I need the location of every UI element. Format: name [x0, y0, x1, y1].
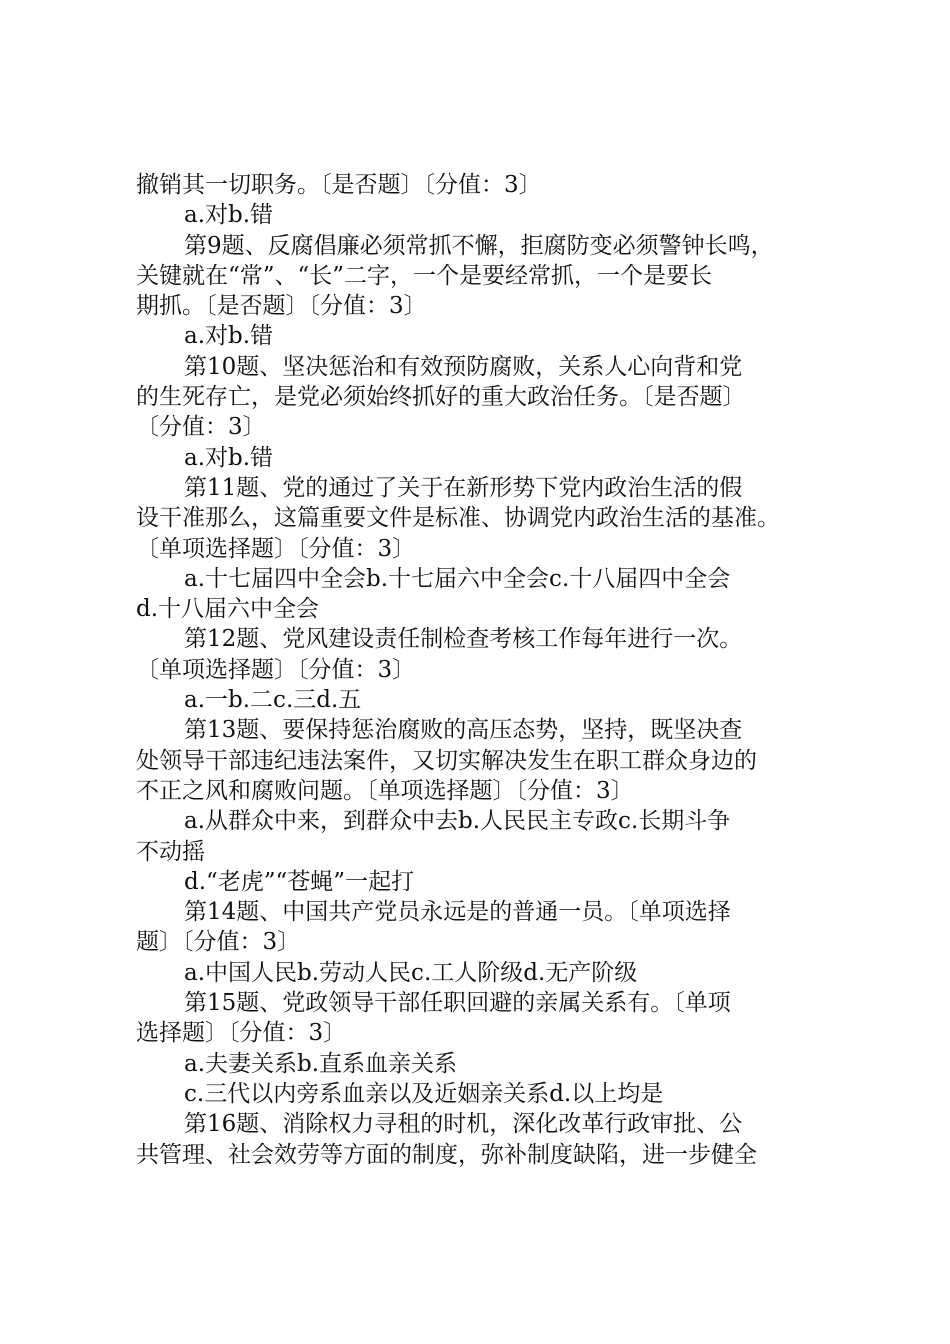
- document-body: [136, 170, 836, 1170]
- text-line: 第12题、党风建设责任制检查考核工作每年进行一次。: [184, 626, 743, 653]
- text-line: 第9题、反腐倡廉必须常抓不懈，拒腐防变必须警钟长鸣，: [184, 232, 774, 259]
- text-line: 第15题、党政领导干部任职回避的亲属关系有。〔单项: [184, 990, 731, 1017]
- text-line: d.“老虎”“苍蝇”一起打: [184, 868, 415, 895]
- text-line: d.十八届六中全会: [136, 596, 320, 623]
- text-line: 〔单项选择题〕〔分值：3〕: [136, 656, 416, 683]
- text-line: 不动摇: [136, 838, 205, 865]
- text-line: 选择题〕〔分值：3〕: [136, 1020, 347, 1047]
- text-line: a.对b.错: [184, 323, 274, 350]
- text-line: 〔分值：3〕: [136, 414, 266, 441]
- text-line: a.夫妻关系b.直系血亲关系: [184, 1050, 458, 1077]
- text-line: 撤销其一切职务。〔是否题〕〔分值：3〕: [136, 172, 542, 198]
- text-line: 第16题、消除权力寻租的时机，深化改革行政审批、公: [184, 1111, 743, 1138]
- text-line: 〔单项选择题〕〔分值：3〕: [136, 535, 416, 562]
- text-line: c.三代以内旁系血亲以及近姻亲关系d.以上均是: [184, 1080, 664, 1107]
- text-line: 第13题、要保持惩治腐败的高压态势，坚持，既坚决查: [184, 717, 743, 744]
- text-line: 期抓。〔是否题〕〔分值：3〕: [136, 293, 427, 320]
- text-line: 关键就在“常”、“长”二字，一个是要经常抓，一个是要长: [136, 262, 713, 289]
- text-line: a.十七届四中全会b.十七届六中全会c.十八届四中全会: [184, 565, 731, 592]
- text-line: a.中国人民b.劳动人民c.工人阶级d.无产阶级: [184, 959, 638, 986]
- text-line: 第11题、党的通过了关于在新形势下党内政治生活的假: [184, 474, 743, 501]
- text-line: a.一b.二c.三d.五: [184, 687, 362, 714]
- text-line: 设干准那么，这篇重要文件是标准、协调党内政治生活的基准。: [136, 505, 780, 532]
- text-line: 题〕〔分值：3〕: [136, 929, 301, 956]
- text-line: 共管理、社会效劳等方面的制度，弥补制度缺陷，进一步健全: [136, 1141, 757, 1168]
- text-line: a.对b.错: [184, 444, 274, 471]
- text-line: 处领导干部违纪违法案件，又切实解决发生在职工群众身边的: [136, 747, 757, 774]
- text-line: a.对b.错: [184, 202, 274, 229]
- text-line: 第14题、中国共产党员永远是的普通一员。〔单项选择: [184, 899, 731, 926]
- text-line: 的生死存亡，是党必须始终抓好的重大政治任务。〔是否题〕: [136, 384, 746, 411]
- text-line: a.从群众中来，到群众中去b.人民民主专政c.长期斗争: [184, 808, 731, 835]
- text-line: 不正之风和腐败问题。〔单项选择题〕〔分值：3〕: [136, 777, 634, 804]
- text-line: 第10题、坚决惩治和有效预防腐败，关系人心向背和党: [184, 353, 743, 380]
